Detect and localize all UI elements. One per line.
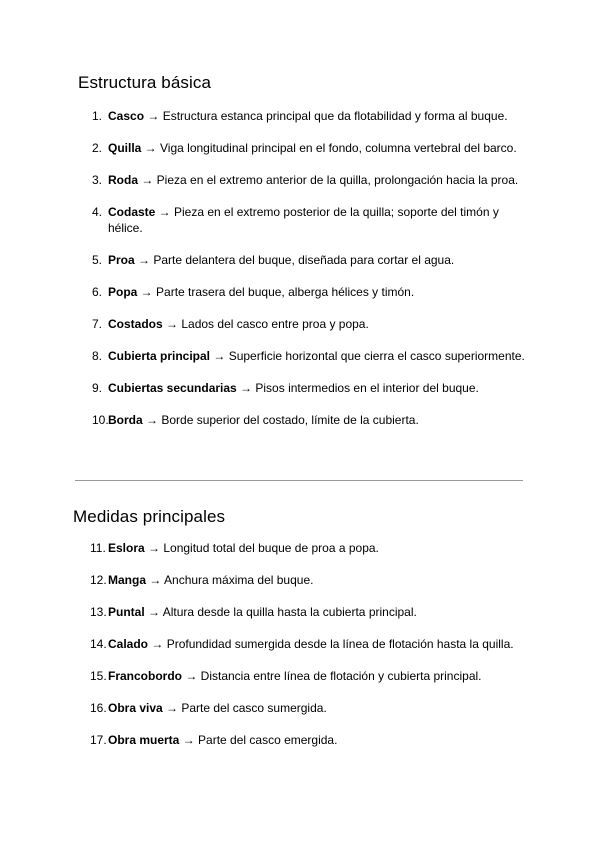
item-description: Pieza en el extremo posterior de la quilla; soporte del timón y hélice. <box>108 205 499 235</box>
item-description: Pieza en el extremo anterior de la quilla, prolongación hacia la proa. <box>156 173 519 187</box>
list-item <box>92 252 532 268</box>
item-description: Parte delantera del buque, diseñada para cortar el agua. <box>153 253 455 267</box>
item-arrow: → <box>146 573 165 587</box>
item-term: Quilla <box>108 141 142 155</box>
item-number: 10. <box>92 413 109 427</box>
item-description: Parte del casco sumergida. <box>181 701 327 715</box>
item-arrow: → <box>144 541 164 555</box>
item-term: Francobordo <box>108 669 182 683</box>
item-arrow: → <box>142 413 162 427</box>
list-item <box>92 412 532 428</box>
item-arrow: → <box>137 285 157 299</box>
item-term: Costados <box>108 317 163 331</box>
item-number: 5. <box>92 253 103 267</box>
item-arrow: → <box>236 381 256 395</box>
item-arrow: → <box>141 141 161 155</box>
item-term: Obra viva <box>108 701 163 715</box>
item-term: Obra muerta <box>108 733 180 747</box>
item-number: 13. <box>90 605 107 619</box>
list-item <box>90 540 530 556</box>
item-description: Viga longitudinal principal en el fondo, columna vertebral del barco. <box>160 141 517 155</box>
item-description: Anchura máxima del buque. <box>164 573 314 587</box>
item-number: 9. <box>92 381 103 395</box>
section-title-medidas: Medidas principales <box>73 507 226 526</box>
item-arrow: → <box>144 605 163 619</box>
item-term: Eslora <box>108 541 145 555</box>
item-number: 2. <box>92 141 103 155</box>
item-description: Longitud total del buque de proa a popa. <box>163 541 379 555</box>
list-item <box>90 700 530 716</box>
item-number: 3. <box>92 173 103 187</box>
list-item <box>92 380 532 396</box>
item-description: Superficie horizontal que cierra el casco superiormente. <box>228 349 525 363</box>
item-arrow: → <box>155 205 175 219</box>
list-item <box>90 636 530 652</box>
item-description: Pisos intermedios en el interior del buque. <box>255 381 479 395</box>
item-arrow: → <box>144 109 163 123</box>
item-description: Borde superior del costado, límite de la cubierta. <box>161 413 419 427</box>
item-number: 15. <box>90 669 107 683</box>
item-number: 16. <box>90 701 107 715</box>
item-description: Estructura estanca principal que da flotabilidad y forma al buque. <box>162 109 508 123</box>
item-arrow: → <box>210 349 229 363</box>
item-description: Parte trasera del buque, alberga hélices y timón. <box>156 285 415 299</box>
item-term: Popa <box>108 285 138 299</box>
list-item <box>92 108 532 124</box>
item-number: 1. <box>92 109 103 123</box>
item-term: Manga <box>108 573 147 587</box>
item-number: 12. <box>90 573 107 587</box>
item-arrow: → <box>162 701 182 715</box>
item-number: 4. <box>92 205 103 219</box>
section-title-estructura: Estructura básica <box>78 73 212 92</box>
list-item <box>90 604 530 620</box>
list-medidas <box>90 540 530 764</box>
list-item <box>92 316 532 332</box>
list-estructura <box>92 108 532 444</box>
section-divider <box>75 480 523 481</box>
item-description: Profundidad sumergida desde la línea de flotación hasta la quilla. <box>166 637 514 651</box>
item-arrow: → <box>148 637 167 651</box>
item-description: Parte del casco emergida. <box>198 733 338 747</box>
item-term: Cubierta principal <box>108 349 211 363</box>
item-term: Puntal <box>108 605 145 619</box>
item-arrow: → <box>182 669 201 683</box>
item-number: 14. <box>90 637 107 651</box>
item-arrow: → <box>138 173 157 187</box>
item-number: 6. <box>92 285 103 299</box>
item-number: 8. <box>92 349 103 363</box>
list-item <box>92 348 532 364</box>
item-term: Calado <box>108 637 149 651</box>
list-item <box>90 668 530 684</box>
item-term: Casco <box>108 109 145 123</box>
list-item <box>92 172 532 188</box>
item-term: Cubiertas secundarias <box>108 381 237 395</box>
list-item <box>92 140 532 156</box>
item-number: 11. <box>90 541 106 555</box>
item-description: Lados del casco entre proa y popa. <box>181 317 369 331</box>
item-number: 17. <box>90 733 107 747</box>
list-item <box>90 572 530 588</box>
item-term: Codaste <box>108 205 156 219</box>
item-term: Proa <box>108 253 135 267</box>
item-number: 7. <box>92 317 103 331</box>
item-term: Roda <box>108 173 138 187</box>
list-item <box>92 284 532 300</box>
item-description: Altura desde la quilla hasta la cubierta principal. <box>162 605 417 619</box>
item-term: Borda <box>108 413 143 427</box>
item-arrow: → <box>162 317 182 331</box>
item-arrow: → <box>134 253 154 267</box>
item-description: Distancia entre línea de flotación y cubierta principal. <box>200 669 482 683</box>
list-item <box>90 732 530 748</box>
item-arrow: → <box>179 733 199 747</box>
list-item <box>92 204 532 236</box>
